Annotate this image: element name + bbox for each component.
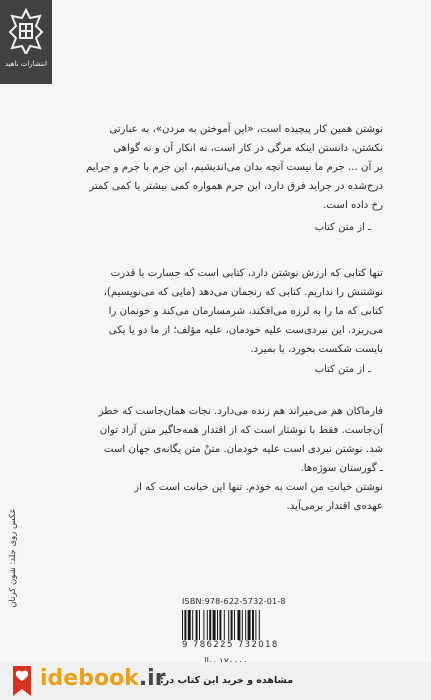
- bookmark-icon[interactable]: [10, 664, 34, 698]
- barcode-bar: [224, 610, 225, 640]
- excerpt-line: نوشتن خیانتِ من است به خودم. تنها این خیانت است که از: [134, 482, 383, 493]
- barcode-bar: [245, 610, 246, 640]
- excerpt-line: تنها کتابی که ارزش نوشتن دارد، کتابی است که جسارت یا قدرت: [110, 268, 383, 279]
- barcode-bar: [192, 610, 193, 640]
- excerpt-line: فارماکان هم می‌میراند هم زنده می‌دارد. نجات همان‌جاست که خطر: [98, 406, 383, 417]
- excerpt-1: [83, 120, 383, 215]
- barcode-bar: [228, 610, 229, 640]
- excerpt-2: [83, 264, 383, 359]
- excerpt-1-source: ـ از متن کتاب: [314, 222, 371, 233]
- barcode-bar: [231, 610, 233, 640]
- watermark-brand-name: idebook: [40, 666, 139, 691]
- excerpt-2-source: ـ از متن کتاب: [314, 364, 371, 375]
- barcode-bar: [182, 610, 183, 640]
- watermark-brand[interactable]: [40, 666, 166, 691]
- excerpt-line: نوشتن همین کار پیچیده است، «این آموختن به مردن»، به عبارتی: [109, 124, 383, 135]
- excerpt-line: می‌ریزد. این نبردی‌ست علیه خودمان، علیه مؤلف؛ از ما دو یا یکی: [108, 325, 383, 336]
- excerpt-line: درج‌شده در جراید فرق دارد، این جرم همواره کمی بیشتر یا کمی کمتر: [89, 181, 383, 192]
- eight-point-star-icon: [8, 8, 44, 54]
- barcode-bar: [237, 610, 240, 640]
- barcode-bar: [255, 610, 256, 640]
- isbn-text: ISBN:978-622-5732-01-8: [182, 597, 286, 606]
- excerpt-line: آن‌جاست. فقط با نوشتار است که از اقتدار همه‌جاگیر متن آزاد توان: [99, 425, 383, 436]
- excerpt-line: بر آن ... جرم ما نیست آنچه بدان می‌اندیشیم، این جرم با جرم و جرایم: [86, 162, 383, 173]
- barcode-bar: [199, 610, 200, 640]
- excerpt-line: عهده‌ی اقتدار برمی‌آید.: [286, 501, 383, 512]
- barcode-digits: 9 786225 732018: [182, 640, 279, 650]
- barcode-bar: [219, 610, 221, 640]
- excerpt-line: نوشتنش را نداریم. کتابی که رنجمان می‌دهد (مایی که می‌نویسیم)،: [103, 287, 383, 298]
- barcode-bar: [217, 610, 218, 640]
- barcode-bar: [209, 610, 211, 640]
- publisher-logo: [0, 0, 52, 84]
- excerpt-line: ـ گورستان سوژه‌ها.: [300, 463, 383, 474]
- publisher-name: انتشارات ناهید: [4, 60, 48, 68]
- watermark-brand-tld: .ir: [138, 666, 166, 691]
- barcode-bar: [184, 610, 186, 640]
- barcode-bar: [242, 610, 243, 640]
- barcode: [180, 610, 296, 640]
- barcode-bar: [207, 610, 208, 640]
- excerpt-3: [83, 402, 383, 516]
- excerpt-line: بایست شکست بخورد، یا بمیرد.: [250, 344, 383, 355]
- barcode-bar: [213, 610, 216, 640]
- barcode-bar: [196, 610, 198, 640]
- watermark-caption: مشاهده و خرید این کتاب در:: [160, 675, 294, 686]
- excerpt-line: شد. نوشتن نبردی است علیه خودمان. متنْ متن یگانه‌ی جهان است: [103, 444, 383, 455]
- excerpt-line: رخ داده است.: [323, 200, 383, 211]
- excerpt-line: نکشتن، دانستن اینکه مرگی در کار است، نه انکار آن و نه گواهی: [113, 143, 383, 154]
- barcode-bar: [252, 610, 254, 640]
- cover-photo-credit: [6, 508, 20, 608]
- barcode-bar: [188, 610, 191, 640]
- barcode-bar: [203, 610, 204, 640]
- cover-photo-credit-text: عکس روی جلد: شون کرنان: [8, 508, 18, 608]
- barcode-bar: [234, 610, 235, 640]
- excerpt-line: کتابی که ما را به لرزه می‌افکند، شرمسارمان می‌کند و خونمان را: [108, 306, 383, 317]
- barcode-bar: [248, 610, 251, 640]
- barcode-bar: [259, 610, 260, 640]
